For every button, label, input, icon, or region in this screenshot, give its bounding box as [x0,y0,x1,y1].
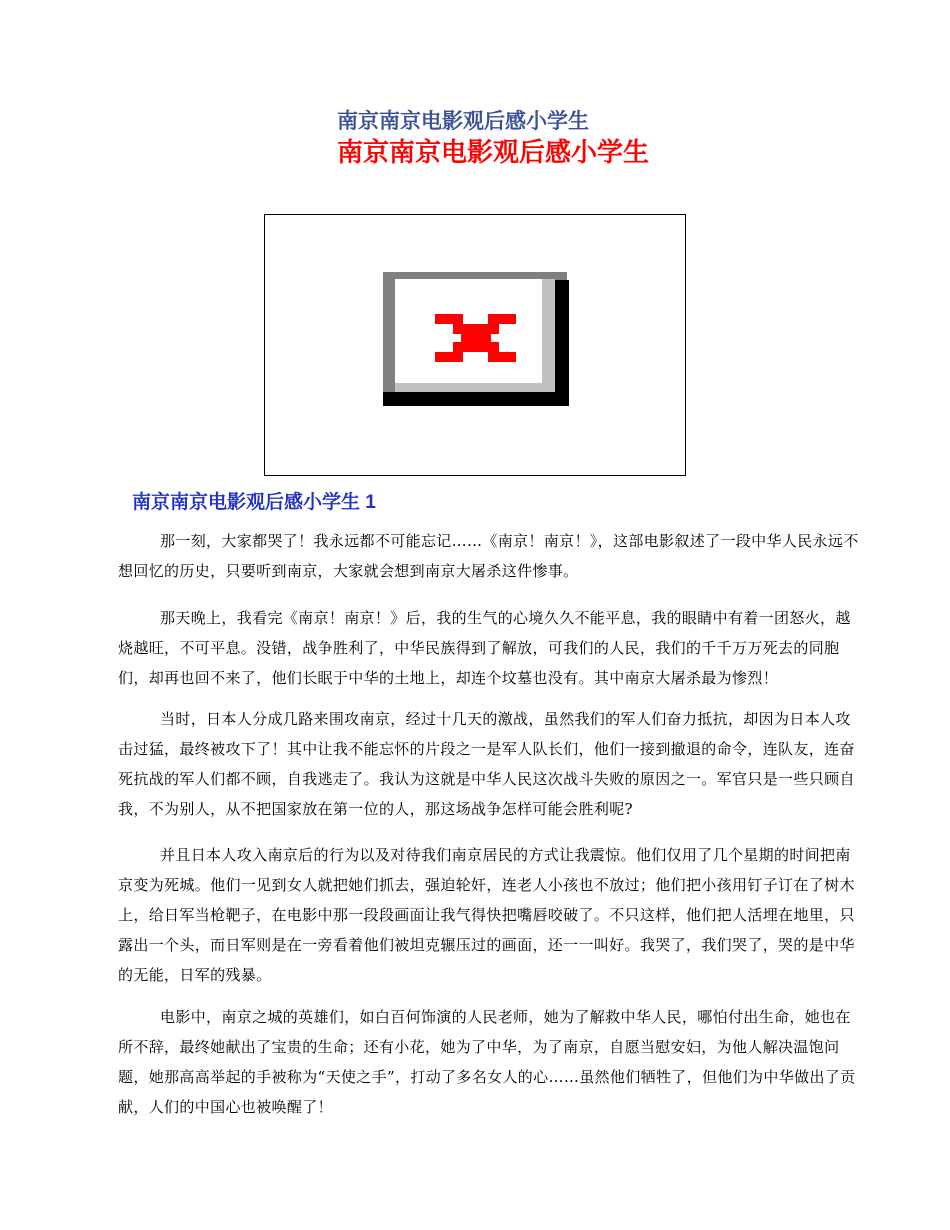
paragraph-4: 并且日本人攻入南京后的行为以及对待我们南京居民的方式让我震惊。他们仅用了几个星期的时间把南京变为死城。他们一见到女人就把她们抓去，强迫轮奸，连老人小孩也不放过；他们把小孩用钉子订在了树木上，给日军当枪靶子，在电影中那一段段画面让我气得快把嘴唇咬破了。不只这样，他们把人活埋在地里，只露出一个头，而日军则是在一旁看着他们被坦克辗压过的画面，还一一叫好。我哭了，我们哭了，哭的是中华的无能，日军的残暴。 [118,846,855,984]
paragraph-5: 电影中，南京之城的英雄们，如白百何饰演的人民老师，她为了解救中华人民，哪怕付出生命，她也在所不辞，最终她献出了宝贵的生命；还有小花，她为了中华，为了南京，自愿当慰安妇，为他人解决温饱问题，她那高高举起的手被称为“天使之手”，打动了多名女人的心……虽然他们牺牲了，但他们为中华做出了贡献，人们的中国心也被唤醒了！ [118,1008,856,1116]
paragraph-3: 当时，日本人分成几路来围攻南京，经过十几天的激战，虽然我们的军人们奋力抵抗，却因为日本人攻击过猛，最终被攻下了！其中让我不能忘怀的片段之一是军人队长们，他们一接到撤退的命令，连队友，连奋死抗战的军人们都不顾，自我逃走了。我认为这就是中华人民这次战斗失败的原因之一。军官只是一些只顾自我，不为别人，从不把国家放在第一位的人，那这场战争怎样可能会胜利呢? [118,710,855,818]
section-heading: 南京南京电影观后感小学生 1 [132,492,376,513]
document-title-small: 南京南京电影观后感小学生 [337,109,589,133]
document-title-main: 南京南京电影观后感小学生 [337,138,650,168]
paragraph-1: 那一刻，大家都哭了！我永远都不可能忘记……《南京！南京！》，这部电影叙述了一段中华人民永远不想回忆的历史，只要听到南京，大家就会想到南京大屠杀这件惨事。 [118,532,859,580]
broken-image-icon [383,272,569,406]
paragraph-2: 那天晚上，我看完《南京！南京！》后，我的生气的心境久久不能平息，我的眼睛中有着一团怒火，越烧越旺，不可平息。没错，战争胜利了，中华民族得到了解放，可我们的人民，我们的千千万万死去的同胞们，却再也回不来了，他们长眠于中华的土地上，却连个坟墓也没有。其中南京大屠杀最为惨烈！ [118,609,851,687]
image-placeholder-frame [264,214,686,476]
